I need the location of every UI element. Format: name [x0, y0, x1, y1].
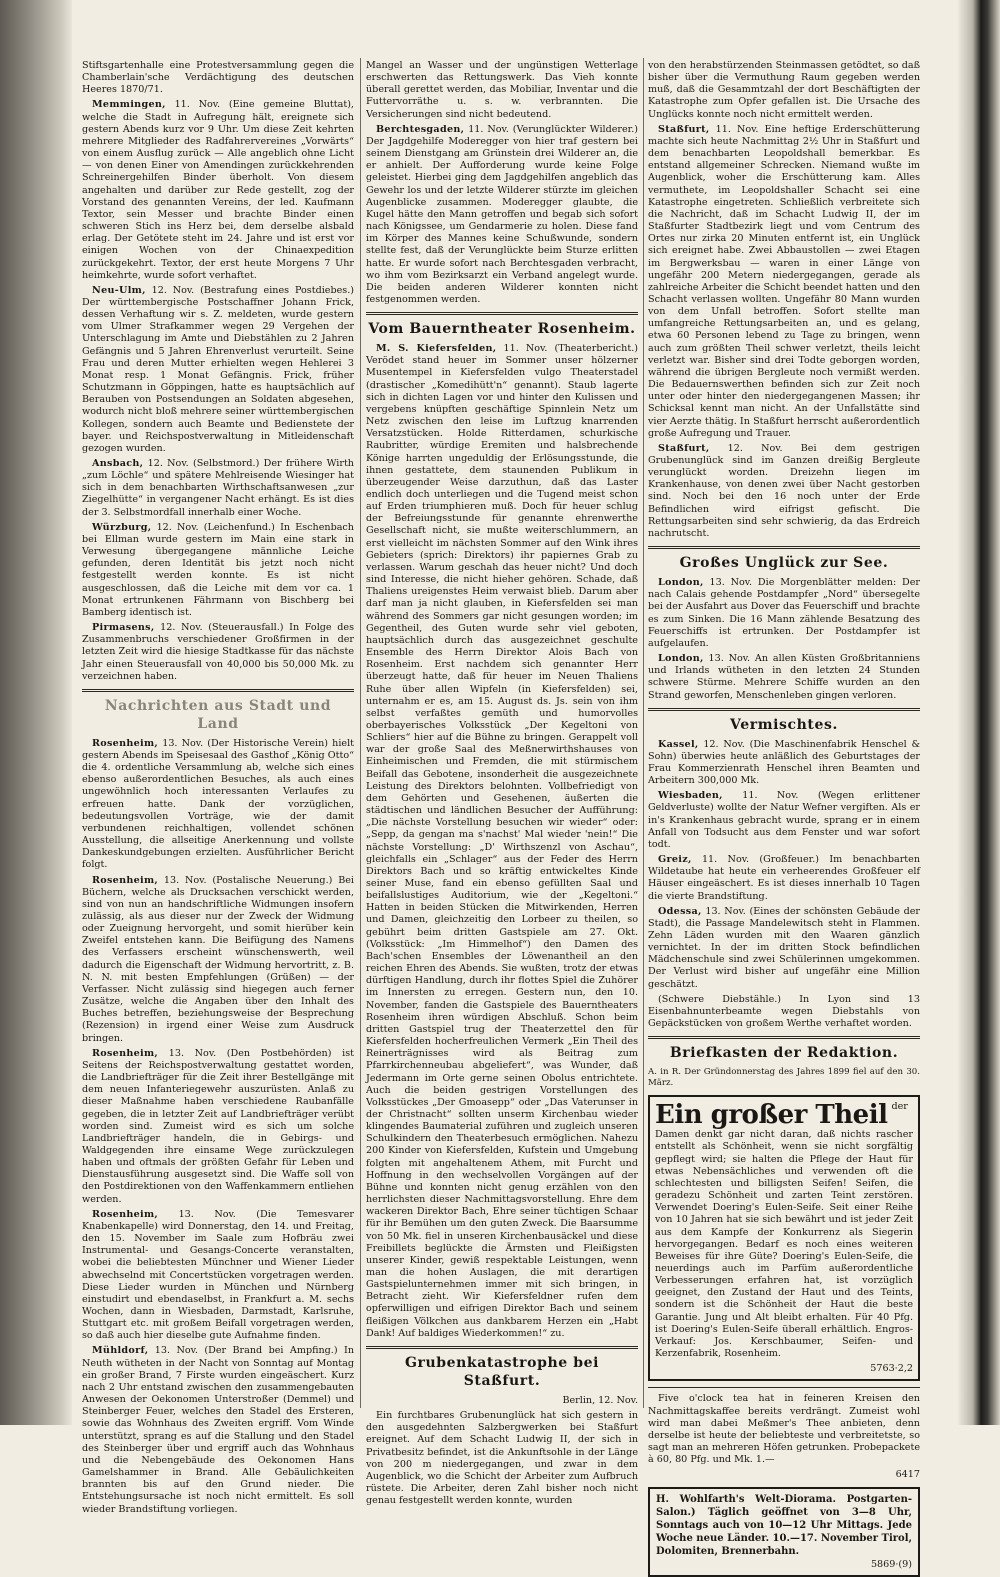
- article-stassfurt-1: [648, 124, 920, 440]
- article-odessa: [648, 906, 920, 991]
- place-name: M. S. Kiefersfelden,: [376, 343, 497, 355]
- article-rosenheim-verein: [82, 738, 354, 872]
- article-london-2: [648, 653, 920, 702]
- article-rosenheim-kapelle: [82, 1209, 354, 1343]
- section-heading-local-news: Nachrichten aus Stadt und Land: [104, 697, 332, 732]
- place-name: Rosenheim,: [92, 737, 159, 749]
- section-divider: [648, 1036, 920, 1039]
- place-name: Staßfurt,: [658, 123, 710, 135]
- place-name: Wiesbaden,: [658, 790, 723, 802]
- place-name: Würzburg,: [92, 521, 152, 533]
- article-memmingen: [82, 99, 354, 281]
- section-divider: [82, 689, 354, 692]
- advertisement-eulen-seife: [648, 1095, 920, 1381]
- column-3: [648, 60, 920, 1577]
- article-text: 12. Nov. (Die Maschinenfabrik Henschel & Sohn) überwies heute anläßlich des Geburtstages der Frau Kommerzienrath Henschel ihren Beamten und Arbeitern 300,000 Mk.: [648, 738, 920, 787]
- article-wiesbaden: [648, 790, 920, 851]
- article-ansbach: [82, 458, 354, 519]
- letterbox-note: A. in R. Der Gründonnerstag des Jahres 1899 fiel auf den 30. März.: [648, 1067, 920, 1089]
- article-text: 11. Nov. (Wegen erlittener Geldverluste) wollte der Natur Wefner vergiften. Als er in's Krankenhaus gebracht wurde, sprang er in einem Anfall von Todsucht aus dem Fenster und war sofort todt.: [648, 790, 920, 850]
- section-divider: [366, 1346, 638, 1349]
- article-text: 13. Nov. (Die Temesvarer Knabenkapelle) wird Donnerstag, den 14. und Freitag, den 15. November im Saale zum Hofbräu zwei Instrumental- und Gesangs-Concerte veranstalten, wobei die beliebtesten Münchner und Wiener Lieder abwechselnd mit Concertstücken vorgetragen werden. Diese Lieder wurden in München und Nürnberg einstudirt und ebendaselbst, in Frankfurt a. M. sechs Wochen, dann in Wiesbaden, Darmstadt, Karlsruhe, Stuttgart etc. mit großem Beifall vorgetragen werden, so daß auch hier dieselbe gute Aufnahme finden.: [82, 1208, 354, 1342]
- article-greiz: [648, 854, 920, 903]
- article-rosenheim-postbehoerden: [82, 1048, 354, 1206]
- place-name: Neu-Ulm,: [92, 284, 146, 296]
- ad-code: 5763·2,2: [870, 1363, 913, 1375]
- article-text: 13. Nov. (Eines der schönsten Gebäude der Stadt), die Passage Mandelewitsch steht in Flammen. Zehn Läden wurden mit den Waaren gänzlich vernichtet. In der im dritten Stock befindlichen Mädchenschule sind zwei Schülerinnen umgekommen. Der Verlust wird bisher auf ungefähr eine Million geschätzt.: [648, 905, 920, 990]
- place-name: Staßfurt,: [658, 442, 710, 454]
- article-stassfurt-2: [648, 443, 920, 540]
- section-heading-mine-disaster: Grubenkatastrophe bei Staßfurt.: [404, 1354, 600, 1389]
- article-text: 12. Nov. (Bestrafung eines Postdiebes.) Der württembergische Postschaffner Johann Frick, dessen Verhaftung wir s. Z. meldeten, wurde gestern vom Ulmer Strafkammer wegen 29 Vergehen der Unterschlagung im Amte und Diebstählen zu 2 Jahren Gefängnis und 5 Jahren Ehrenverlust verurteilt. Seine Frau und deren Mutter erhielten wegen Hehlerei 3 Monat resp. 1 Monat Gefängnis. Frick, früher Schutzmann in Göppingen, hatte es hauptsächlich auf Berauben von Postsendungen an Soldaten abgesehen, wodurch nicht bloß mehrere seiner württembergischen Kollegen, sondern auch Beamte und Bedienstete der bayer. und Reichspostverwaltung in Mitleidenschaft gezogen wurden.: [82, 284, 354, 454]
- place-name: Memmingen,: [92, 99, 166, 111]
- article-lyon: (Schwere Diebstähle.) In Lyon sind 13 Eisenbahnunterbeamte wegen Diebstahls von Gepäckstücken von großem Werthe verhaftet worden.: [648, 993, 920, 1030]
- article-kassel: [648, 739, 920, 788]
- section-divider: [648, 1387, 920, 1388]
- column-rule: [360, 58, 361, 1408]
- article-text: 11. Nov. (Verunglückter Wilderer.) Der Jagdgehilfe Moderegger von hier traf gestern bei seinem Dienstgang am Grünstein drei Wilderer an, die er anhielt. Der Aufforderung wurde keine Folge geleistet. Hierbei ging dem Jagdgehilfen angeblich das Gewehr los und der letzte Wilderer stürzte im gleichen Augenblicke zusammen. Moderegger glaubte, die Kugel hätte den Mann getroffen und begab sich sofort nach Königssee, um Gendarmerie zu holen. Diese fand im Körper des Mannes keine Schußwunde, sondern stellte fest, daß der Verunglückte beim Sturze erlitten hatte. Er wurde sofort nach Berchtesgaden verbracht, wo ihm vom Bezirksarzt ein Verband angelegt wurde. Die beiden anderen Wilderer konnten nicht festgenommen werden.: [366, 123, 638, 305]
- ad-text: der Damen denkt gar nicht daran, daß nichts rascher entstellt als Schönheit, wenn sie nicht sorgfältig gepflegt wird; sie halten die Pflege der Haut für etwas Nebensächliches und verwenden oft die schlechtesten und billigsten Seifen! Seifen, die geradezu Schönheit und zarten Teint zerstören. Verwendet Doering's Eulen-Seife. Seit einer Reihe von 10 Jahren hat sie sich bewährt und ist jeder Zeit aus dem Kampfe der Konkurrenz als Siegerin hervorgegangen. Bedarf es noch eines weiteren Beweises für ihre Güte? Doering's Eulen-Seife, die neuerdings auch im Parfüm außerordentliche Verbesserungen erfahren hat, ist vorzüglich geeignet, den Zustand der Haut und des Teints, sondern ist die Schönheit der Haut die beste Garantie. Jung und Alt bleibt erhalten. Für 40 Pfg. ist Doering's Eulen-Seife überall erhältlich. Engros-Verkauf: Jos. Kerschbaumer, Seifen- und Kerzenfabrik, Rosenheim.: [655, 1101, 913, 1360]
- article-text: 13. Nov. (Der Brand bei Ampfing.) In Neuth wütheten in der Nacht von Sonntag auf Montag ein großer Brand, 7 Firste wurden eingeäschert. Kurz nach 2 Uhr entstand zwischen den zusammengebauten Anwesen der Oekonomen Unterstroßer (Demmel) und Steinberger Feuer, welches den Stadel des Ersteren, sowie das Wohnhaus des Zweiten ergriff. Vom Winde unterstützt, sprang es auf die Stallung und den Stadel des Steinberger über und ergriff auch das Wohnhaus und die Nebengebäude des Oekonomen Hans Gamelshammer in Brand. Alle Gebäulichkeiten brannten bis auf den Grund nieder. Die Entstehungsursache ist noch nicht ermittelt. Es soll wieder Brandstiftung vorliegen.: [82, 1345, 354, 1515]
- advertisement-messmer-tea: Five o'clock tea hat in feineren Kreisen den Nachmittagskaffee bereits verdrängt. Zumeist wohl wird man dabei Meßmer's Thee anbieten, denn derselbe ist heute der beliebteste und verbreitetste, so sagt man an mehreren Höfen getrunken. Probepackete à 60, 80 Pfg. und Mk. 1.—: [648, 1393, 920, 1466]
- article-stassfurt: Ein furchtbares Grubenunglück hat sich gestern in den ausgedehnten Salzbergwerken bei Staßfurt ereignet. Auf dem Schacht Ludwig II, der sich in Privatbesitz befindet, ist die Ankunftsohle in der Länge von 200 m niedergegangen, und zwar in dem Augenblick, wo die Schicht der Arbeiter zum Aufbruch rüstete. Die Arbeiter, deren Zahl bisher noch nicht genau festgestellt werden konnte, wurden: [366, 1410, 638, 1507]
- place-name: Greiz,: [658, 854, 692, 866]
- place-name: Berchtesgaden,: [376, 123, 465, 135]
- place-name: Rosenheim,: [92, 1208, 159, 1220]
- article-text: 11. Nov. (Theaterbericht.) Verödet stand heuer im Sommer unser hölzerner Musentempel in Kiefersfelden vulgo Theaterstadel (drastischer „Komedihütt'n“ genannt). Staub lagerte sich in dichten Lagen vor und hinter den Kulissen und vergebens knüpften geschäftige Spinnlein Netz um Netz zwischen den leise im Luftzug knarrenden Versatzstücken. Holde Ritterdamen, schurkische Raubritter, würdige Eremiten und halsbrechende Könige harrten ungeduldig der Erlösungsstunde, die ihnen gestattete, dem staunenden Publikum in überzeugender Weise darzuthun, daß das Laster endlich doch unterliegen und die Tugend meist schon auf Erden triumphieren muß. Doch für heuer schlug der Befreiungsstunde für genannte ehrenwerthe Gesellschaft nicht, sie mußte weiterschlummern, an erst vielleicht im nächsten Sommer auf den Wink ihres Gebieters (sprich: Direktors) ihr papiernes Grab zu verlassen. Warum geschah das heuer nicht? Und doch sind Interesse, die nicht hieher gehören. Schade, daß Thaliens ureigenstes Heim verwaist blieb. Darum aber darf man ja nicht glauben, in Kiefersfelden sei man während des Sommers gar nicht gesungen worden; im Gegentheil, des Guten wurde sehr viel geboten, hauptsächlich durch das ausgezeichnet geschulte Ensemble des Herrn Direktor Alois Bach von Rosenheim. Erst nachdem sich genannter Herr überzeugt hatte, daß für heuer im Neuen Thaliens Ruhe über allen Wipfeln (in Kiefersfelden) sei, unternahm er es, am 15. August ds. Js. sein von ihm selbst verfaßtes gemüth und humorvolles oberbayerisches Volksstück „Der Kegeltoni von Schliers“ hier auf die Bühne zu bringen. Gerappelt voll war der große Saal des Meßnerwirthshauses von Einheimischen und Fremden, die mit stürmischem Beifall das Gebotene, insonderheit die ausgezeichnete Leistung des Direktors belohnten. Vollbefriedigt von dem Gehörten und Gesehenen, äußerten die städtischen und ländlichen Besucher der Aufführung: „Die nächste Vorstellung besuchen wir wieder“ oder: „Sepp, da gengan ma s'nachst' Mal wieder 'nein!“ Die nächste Vorstellung: „D' Wirthszenzl von Aschau“, gleichfalls ein „Schlager“ aus der Feder des Herrn Direktors Bach und so kräftig entwickeltes Kinde seiner Muse, fand ein ebenso gefüllten Saal und beifallslustiges Auditorium, wie der „Kegeltoni.“ Hatten in beiden Stücken die Mitwirkenden, Herren und Damen, gleichzeitig den Lorbeer zu theilen, so gebührt beim dritten Gastspiele am 27. Okt. (Volksstück: „Im Himmelhof“) den Damen des Bach'schen Ensembles der Löwenantheil an den reichen Ehren des Abends. Sie wußten, trotz der etwas dürftigen Handlung, durch ihr flottes Spiel die Zuhörer im Innersten zu erregen. Gestern nun, den 10. November, fanden die Gastspiele des Bauerntheaters Rosenheim ihren würdigen Abschluß. Schon beim dritten Gastspiel trug der Theaterzettel den für Kiefersfelden hocherfreulichen Vermerk „Ein Theil des Reinerträgnisses wird als Beitrag zum Pfarrkirchenneubau abgeliefert“, was Wunder, daß Jedermann im Orte gerne seinen Obolus entrichtete. Auch die beiden gestrigen Vorstellungen des Volksstückes „Der Gmoasepp“ oder „Das Vaterunser in der Christnacht“ sollten unserm Kirchenbau wieder klingendes Baumaterial zuführen und zugleich unseren Schulkindern den Theaterbesuch ermöglichen. Nahezu 200 Kinder von Kiefersfelden, Kufstein und Umgebung folgten mit angehaltenem Athem, mit Furcht und Hoffnung in den wechselvollen Vorgängen auf der Bühne und konnten nicht genug erzählen von den herrlichsten dieser Nachmittagsvorstellung. Ehre dem wackeren Direktor Bach, Ehre seiner tüchtigen Schaar für ihr Bemühen um den guten Zweck. Die Baarsumme von 50 Mk. fiel in unseren Kirchenbausäckel und diese Freibillets beglückte die Ärmsten und Fleißigsten unserer Kinder, gewiß respektable Leistungen, wenn man die hohen Auslagen, die mit derartigen Gastspielunternehmen immer mit sich bringen, in Betracht zieht. Wir Kiefersfeldner rufen dem opferwilligen und eifrigen Direktor Bach und seinem fleißigen Völkchen aus dankbarem Herzen ein „Habt Dank! Auf baldiges Wiederkommen!“ zu.: [366, 343, 638, 1339]
- article-wuerzburg: [82, 522, 354, 619]
- section-heading-sea-disaster: Großes Unglück zur See.: [679, 555, 889, 572]
- place-name: Odessa,: [658, 905, 702, 917]
- article-paragraph: von den herabstürzenden Steinmassen getödtet, so daß bisher über die Vermuthung Raum gegeben werden muß, daß die Gesammtzahl der dort Beschäftigten der Katastrophe zum Opfer gefallen ist. Die Ursache des Unglücks konnte noch nicht ermittelt werden.: [648, 60, 920, 120]
- article-london-1: [648, 577, 920, 650]
- ad-headline: Ein großer Theil: [655, 1100, 888, 1131]
- article-pirmasens: [82, 622, 354, 683]
- place-name: Mühldorf,: [92, 1345, 149, 1357]
- place-name: Kassel,: [658, 738, 699, 750]
- article-text: 12. Nov. (Steuerausfall.) In Folge des Zusammenbruchs verschiedener Großfirmen in der letzten Zeit wird die hiesige Stadtkasse für das nächste Jahr einen Steuerausfall von 40,000 bis 50,000 Mk. zu verzeichnen haben.: [82, 622, 354, 682]
- article-text: 13. Nov. Die Morgenblätter melden: Der nach Calais gehende Postdampfer „Nord“ übersegelte bei der Ausfahrt aus Dover das Feuerschiff und brachte es zum Sinken. Die 16 Mann zählende Besatzung des Feuerschiffs ist ertrunken. Der Postdampfer ist aufgelaufen.: [648, 577, 920, 649]
- advertisement-diorama: [648, 1487, 920, 1577]
- article-text: 13. Nov. (Den Postbehörden) ist Seitens der Reichspostverwaltung gestattet worden, die Landbriefträger für die Zeit ihrer Bestellgänge mit dem neuen Infanteriegewehr auszurüsten. Anlaß zu dieser Maßnahme haben verschiedene Raubanfälle gegeben, die in letzter Zeit auf Landbriefträger verübt worden sind. Zumeist wird es sich um solche Landbriefträger handeln, die in Gebirgs- und Waldgegenden ihre einsame Wege zurückzulegen haben und oftmals der größten Gefahr für Leben und Dienstausführung ausgesetzt sind. Die Waffe soll von den Postdirektionen von den Waffenkammern entliehen werden.: [82, 1047, 354, 1205]
- ad-code: 6417: [895, 1469, 920, 1481]
- page-gutter-left: [0, 0, 72, 1425]
- ad-code: 5869·(9): [870, 1559, 912, 1571]
- article-text: 13. Nov. An allen Küsten Großbritanniens und Irlands wütheten in den letzten 24 Stunden schwere Stürme. Mehrere Schiffe wurden an den Strand geworfen, Menschenleben gingen verloren.: [648, 653, 920, 701]
- column-1: [82, 60, 354, 1519]
- article-theater: [366, 343, 638, 1340]
- article-text: 12. Nov. (Leichenfund.) In Eschenbach bei Ellman wurde gestern im Main eine stark in Verwesung übergegangene männliche Leiche gefunden, deren Identität bis jetzt noch nicht festgestellt werden konnte. Es ist nicht ausgeschlossen, daß die Leiche mit dem vor ca. 1 Monat ertrunkenen Fährmann von Bischberg bei Bamberg identisch ist.: [82, 521, 354, 618]
- article-text: 11. Nov. Eine heftige Erderschütterung machte sich heute Nachmittag 2½ Uhr in Staßfurt und dem benachbarten Leopoldshall bemerkbar. Es entstand allgemeiner Schrecken. Niemand wußte im Augenblick, woher die Erschütterung kam. Alles vermuthete, im Leopoldshaller Schacht sei eine Katastrophe eingetreten. Schließlich verbreitete sich die Nachricht, daß im Schacht Ludwig II, der im Staßfurter Stadtbezirk liegt und vom Centrum des Ortes nur zirka 20 Minuten entfernt ist, ein Unglück sich ereignet habe. Zwei Abbaustollen — zwei Etagen im Bergwerksbau — waren in einer Länge von ungefähr 200 Metern niedergegangen, gerade als zahlreiche Arbeiter die Schicht beendet hatten und den Schacht verlassen wollten. Ungefähr 80 Mann wurden von dem Unfall betroffen. Sofort stellte man umfangreiche Rettungsarbeiten an, und es gelang, etwa 60 Personen lebend zu Tage zu bringen, wenn auch zum größten Theil schwer verletzt, theils leicht verletzt war. Bisher sind drei Todte geborgen worden, während die übrigen Bergleute noch vermißt werden. Die Bedauernswerthen befinden sich zur Zeit noch unter oder hinter den niedergegangenen Massen; ihr Schicksal kennt man nicht. An der Unfallstätte sind vier Aerzte thätig. In Staßfurt herrscht außerordentlich große Aufregung und Trauer.: [648, 123, 920, 439]
- article-rosenheim-post: [82, 875, 354, 1045]
- article-paragraph: Mangel an Wasser und der ungünstigen Wetterlage erschwerten das Rettungswerk. Das Vieh konnte überall gerettet werden, das Mobiliar, Inventar und die Futtervorräthe u. s. w. verbrannten. Die Versicherungen sind nicht bedeutend.: [366, 60, 638, 120]
- place-name: London,: [658, 577, 704, 589]
- section-heading-letterbox: Briefkasten der Redaktion.: [669, 1045, 899, 1062]
- article-berchtesgaden: [366, 124, 638, 306]
- ad-text: H. Wohlfarth's Welt-Diorama. Postgarten-Salon.) Täglich geöffnet von 3—8 Uhr, Sonntags auch von 10—12 Uhr Mittags. Jede Woche neue Länder. 10.—17. November Tirol, Dolomiten, Brennerbahn.: [656, 1494, 912, 1558]
- article-muehldorf: [82, 1345, 354, 1515]
- section-divider: [366, 312, 638, 315]
- page-gutter-right: [958, 0, 1000, 1425]
- place-name: Ansbach,: [92, 458, 144, 469]
- section-heading-theater: Vom Bauerntheater Rosenheim.: [368, 321, 636, 338]
- section-heading-miscellaneous: Vermischtes.: [730, 716, 838, 733]
- article-text: 12. Nov. (Selbstmord.) Der frühere Wirth „zum Löchle“ und spätere Mehlreisende Wiesinger hat sich in dem benachbarten Wirthschaftsanwesen „zur Ziegelhütte“ in vergangener Nacht erhängt. Es ist dies der 3. Selbstmordfall innerhalb einer Woche.: [82, 458, 354, 518]
- place-name: London,: [658, 653, 704, 665]
- section-divider: [648, 708, 920, 711]
- place-name: Rosenheim,: [92, 1047, 159, 1059]
- column-rule: [643, 58, 644, 1408]
- article-text: 11. Nov. (Eine gemeine Bluttat), welche die Stadt in Aufregung hält, ereignete sich gestern Abends kurz vor 9 Uhr. Um diese Zeit kehrten mehrere Mitglieder des Radfahrervereines „Vorwärts“ von einem Ausflug zurück — Alle angeblich ohne Licht — von denen Einer von Amendingen zurückkehrenden Schreinergehilfen Binder überholt. Von diesem angehalten und darüber zur Rede gestellt, zog der Vorstand des genannten Vereins, der led. Kaufmann Textor, sein Messer und brachte Binder einen schweren Stich ins Herz bei, dem derselbe alsbald erlag. Der Getötete steht im 24. Jahre und ist erst vor einigen Wochen von der Chinaexpedition zurückgekehrt. Textor, der erst heute Morgens 7 Uhr heimkehrte, wurde sofort verhaftet.: [82, 99, 354, 281]
- dateline: Berlin, 12. Nov.: [562, 1394, 638, 1406]
- article-text: 13. Nov. (Der Historische Verein) hielt gestern Abends im Speisesaal des Gasthof „König Otto“ die 4. ordentliche Versammlung ab, welche sich eines ebenso außerordentlichen Besuches, als auch eines ungewöhnlich hoch interessanten Verlaufes zu erfreuen hatte. Dank der vorzüglichen, bedeutungsvollen Vorträge, wie der damit verbundenen reichhaltigen, vollendet schönen Ausstellung, die allseitige Anerkennung und vollste Dankeskundgebungen erzielten. Ausführlicher Bericht folgt.: [82, 737, 354, 871]
- article-text: 11. Nov. (Großfeuer.) Im benachbarten Wildetaube hat heute ein verheerendes Großfeuer elf Häuser eingeäschert. Es ist dieses innerhalb 10 Tagen die vierte Brandstiftung.: [648, 854, 920, 902]
- article-text: 13. Nov. (Postalische Neuerung.) Bei Büchern, welche als Drucksachen verschickt werden, sind von nun an handschriftliche Widmungen insofern zulässig, als aus dieser nur der Zweck der Widmung oder Zueignung hervorgeht, und somit hierüber kein Zweifel entstehen kann. Die Beifügung des Namens des Verfassers erscheint wünschenswerth, weil dadurch die Eigenschaft der Widmung hervortritt, z. B. N. N. mit besten Empfehlungen (Grüßen) — der Verfasser. Nicht zulässig sind hiegegen auch ferner Zusätze, welche die Angaben über den Inhalt des Buches betreffen, beziehungsweise der Besprechung (Rezension) in irgend einer Weise zum Ausdruck bringen.: [82, 874, 354, 1044]
- place-name: Rosenheim,: [92, 874, 159, 886]
- article-text: 12. Nov. Bei dem gestrigen Grubenunglück sind im Ganzen dreißig Bergleute verunglückt worden. Dreizehn liegen im Krankenhause, von denen zwei über Nacht gestorben sind. Noch bei den 16 noch unter der Erde Befindlichen wird eifrigst gefischt. Die Rettungsarbeiten sind sehr schwierig, da das Erdreich nachrutscht.: [648, 442, 920, 539]
- column-2: [366, 60, 638, 1510]
- place-name: Pirmasens,: [92, 622, 155, 634]
- article-paragraph: Stiftsgartenhalle eine Protestversammlung gegen die Chamberlain'sche Verdächtigung des deutschen Heeres 1870/71.: [82, 60, 354, 96]
- section-divider: [648, 546, 920, 549]
- article-neu-ulm: [82, 285, 354, 455]
